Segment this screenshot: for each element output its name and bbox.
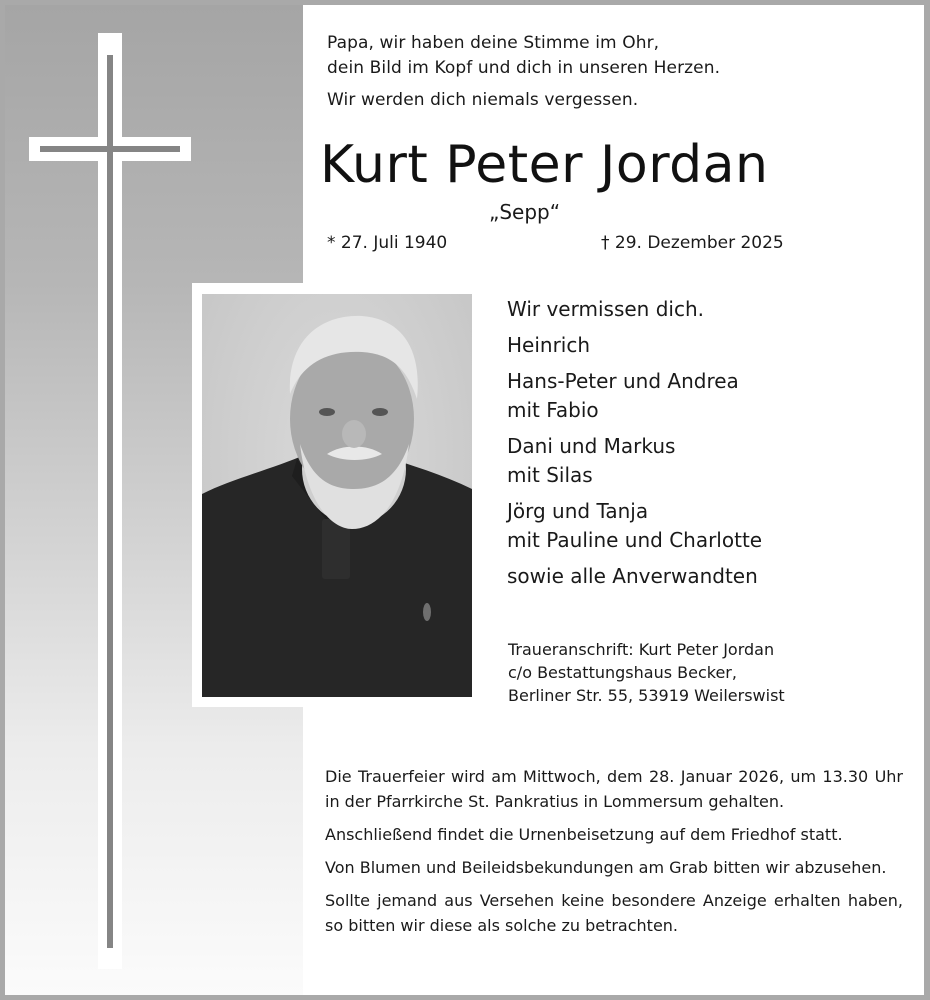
- family-group: [507, 497, 762, 555]
- family-group: [507, 432, 762, 490]
- death-date: † 29. Dezember 2025: [601, 233, 784, 253]
- family-intro: [507, 295, 762, 324]
- cross-intersection: [107, 137, 113, 161]
- cross-vertical-line: [107, 55, 113, 948]
- quote-line: dein Bild im Kopf und dich in unseren Herzen.: [327, 58, 721, 78]
- obituary-card: [5, 5, 924, 995]
- photo-frame: [192, 283, 482, 707]
- nickname: „Sepp“: [489, 200, 561, 224]
- family-member: mit Silas: [507, 463, 593, 487]
- service-paragraph: Sollte jemand aus Versehen keine besondere Anzeige erhalten haben, so bitten wir diese als solche zu betrachten.: [325, 891, 903, 935]
- quote-line: Papa, wir haben deine Stimme im Ohr,: [327, 33, 660, 53]
- portrait-illustration: [202, 294, 472, 697]
- quote-line: Wir werden dich niemals vergessen.: [327, 90, 639, 110]
- deceased-name: Kurt Peter Jordan: [320, 135, 769, 195]
- service-details: [325, 764, 903, 946]
- address-line: Berliner Str. 55, 53919 Weilerswist: [508, 686, 785, 705]
- service-paragraph: Die Trauerfeier wird am Mittwoch, dem 28. Januar 2026, um 13.30 Uhr in der Pfarrkirche St. Pankratius in Lommersum gehalten.: [325, 767, 903, 811]
- family-group: [507, 367, 762, 425]
- family-list: [507, 295, 762, 598]
- address-line: Traueranschrift: Kurt Peter Jordan: [508, 640, 775, 659]
- family-group: [507, 331, 762, 360]
- family-member: Hans-Peter und Andrea: [507, 369, 739, 393]
- family-member: Dani und Markus: [507, 434, 676, 458]
- family-group: [507, 562, 762, 591]
- family-member: Heinrich: [507, 333, 591, 357]
- family-member: mit Pauline und Charlotte: [507, 528, 763, 552]
- birth-date: * 27. Juli 1940: [327, 233, 448, 253]
- family-member: mit Fabio: [507, 398, 599, 422]
- portrait-photo: [202, 294, 472, 697]
- memorial-quote: [327, 31, 720, 113]
- mourning-address: [508, 638, 785, 707]
- family-member: sowie alle Anverwandten: [507, 564, 758, 588]
- address-line: c/o Bestattungshaus Becker,: [508, 663, 737, 682]
- service-paragraph: Von Blumen und Beileidsbekundungen am Grab bitten wir abzusehen.: [325, 858, 887, 877]
- service-paragraph: Anschließend findet die Urnenbeisetzung auf dem Friedhof statt.: [325, 825, 843, 844]
- family-intro-text: Wir vermissen dich.: [507, 297, 704, 321]
- family-member: Jörg und Tanja: [507, 499, 649, 523]
